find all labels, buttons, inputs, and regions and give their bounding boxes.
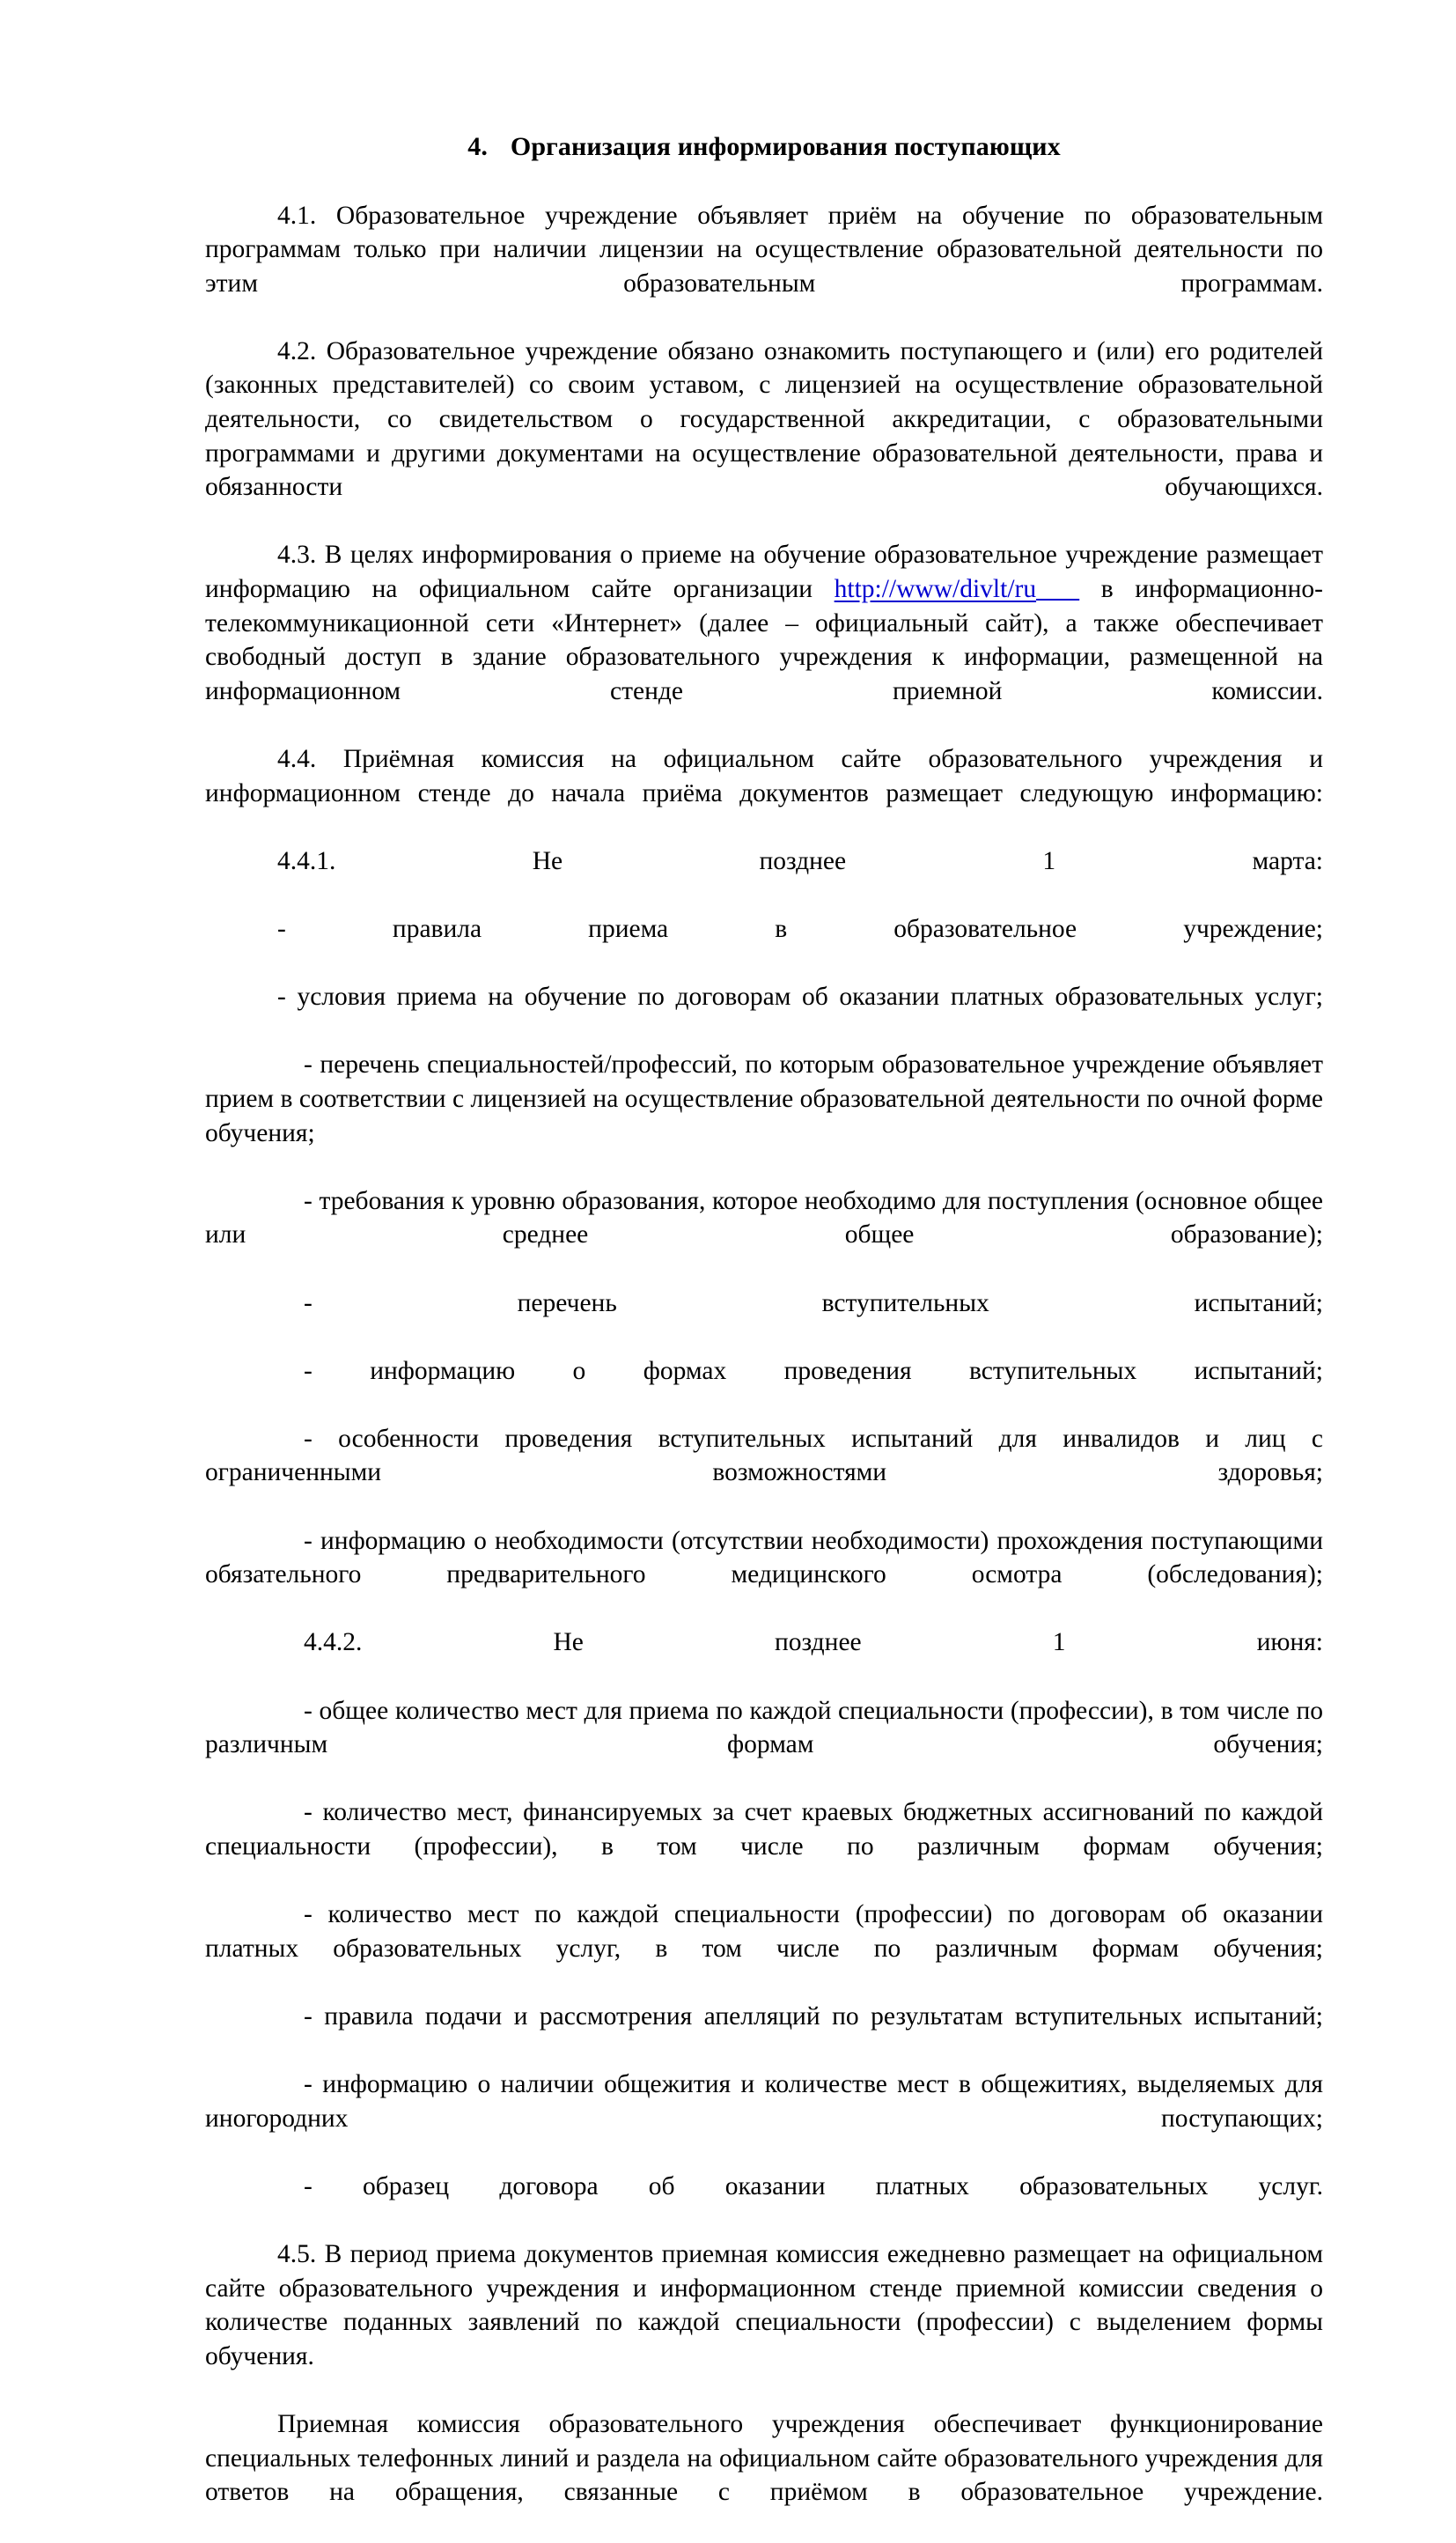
- paragraph-4-3: [205, 538, 1323, 742]
- official-site-link[interactable]: http://www/divlt/ru: [834, 575, 1037, 604]
- list-item: - информацию о формах проведения вступительных испытаний;: [304, 1356, 1323, 1385]
- paragraph-4-2: 4.2. Образовательное учреждение обязано ознакомить поступающего и (или) его родителей (законных представителей) со своим уставом, с лицензией на осуществление образовательной деятельности, со свидетельством о государственной аккредитации, с образовательными программами и другими документами на осуществление образовательной деятельности, права и обязанности обучающихся.: [205, 336, 1323, 502]
- page-title: [205, 130, 1323, 164]
- list-item: - информацию о наличии общежития и количестве мест в общежитиях, выделяемых для иногородних поступающих;: [205, 2070, 1323, 2133]
- heading-text: Организация информирования поступающих: [510, 132, 1061, 161]
- list-item: - требования к уровню образования, которое необходимо для поступления (основное общее или среднее общее образование);: [205, 1186, 1323, 1249]
- paragraph-4-4: 4.4. Приёмная комиссия на официальном сайте образовательного учреждения и информационном стенде до начала приёма документов размещает следующую информацию:: [205, 745, 1323, 807]
- list-item: - условия приема на обучение по договорам об оказании платных образовательных услуг;: [277, 983, 1323, 1012]
- list-item: - общее количество мест для приема по каждой специальности (профессии), в том числе по различным формам обучения;: [205, 1696, 1323, 1759]
- paragraph-4-5: 4.5. В период приема документов приемная комиссия ежедневно размещает на официальном сайте образовательного учреждения и информационном стенде приемной комиссии сведения о количестве поданных заявлений по каждой специальности (профессии) с выделением формы обучения.: [205, 2240, 1323, 2370]
- subsection-4-4-2-heading: 4.4.2. Не позднее 1 июня:: [304, 1628, 1323, 1657]
- paragraph-4-3-text-before-link: 4.3. В целях информирования о приеме на обучение образовательное учреждение размещает информацию на официальном сайте организации: [205, 541, 1323, 604]
- list-item: - правила приема в образовательное учреждение;: [277, 914, 1323, 943]
- paragraph-4-3-text-after-link: в информационно-телекоммуникационной сети «Интернет» (далее – официальный сайт), а также обеспечивает свободный доступ в здание образовательного учреждения к информации, размещенной на информационном стенде приемной комиссии.: [205, 575, 1324, 705]
- document-body: [205, 130, 1323, 2543]
- list-item: - правила подачи и рассмотрения апелляций по результатам вступительных испытаний;: [304, 2001, 1323, 2031]
- paragraph-4-1: 4.1. Образовательное учреждение объявляет приём на обучение по образовательным программам только при наличии лицензии на осуществление образовательной деятельности по этим образовательным программам.: [205, 201, 1323, 298]
- list-item: - количество мест, финансируемых за счет краевых бюджетных ассигнований по каждой специальности (профессии), в том числе по различным формам обучения;: [205, 1798, 1323, 1861]
- list-item: - информацию о необходимости (отсутствии необходимости) прохождения поступающими обязательного предварительного медицинского осмотра (обследования);: [205, 1526, 1323, 1589]
- list-item: - перечень вступительных испытаний;: [304, 1288, 1323, 1317]
- link-trailing-underline: [1036, 575, 1079, 603]
- subsection-4-4-1-heading: 4.4.1. Не позднее 1 марта:: [277, 846, 1323, 875]
- list-item: - перечень специальностей/профессий, по которым образовательное учреждение объявляет прием в соответствии с лицензией на осуществление образовательной деятельности по очной форме обучения;: [205, 1050, 1323, 1147]
- list-item: - образец договора об оказании платных образовательных услуг.: [304, 2171, 1323, 2200]
- list-item: - количество мест по каждой специальности (профессии) по договорам об оказании платных образовательных услуг, в том числе по различным формам обучения;: [205, 1900, 1323, 1963]
- list-item: - особенности проведения вступительных испытаний для инвалидов и лиц с ограниченными возможностями здоровья;: [205, 1424, 1323, 1487]
- paragraph-4-6: Приемная комиссия образовательного учреждения обеспечивает функционирование специальных телефонных линий и раздела на официальном сайте образовательного учреждения для ответов на обращения, связанные с приёмом в образовательное учреждение.: [205, 2410, 1323, 2507]
- heading-number: 4.: [467, 132, 488, 161]
